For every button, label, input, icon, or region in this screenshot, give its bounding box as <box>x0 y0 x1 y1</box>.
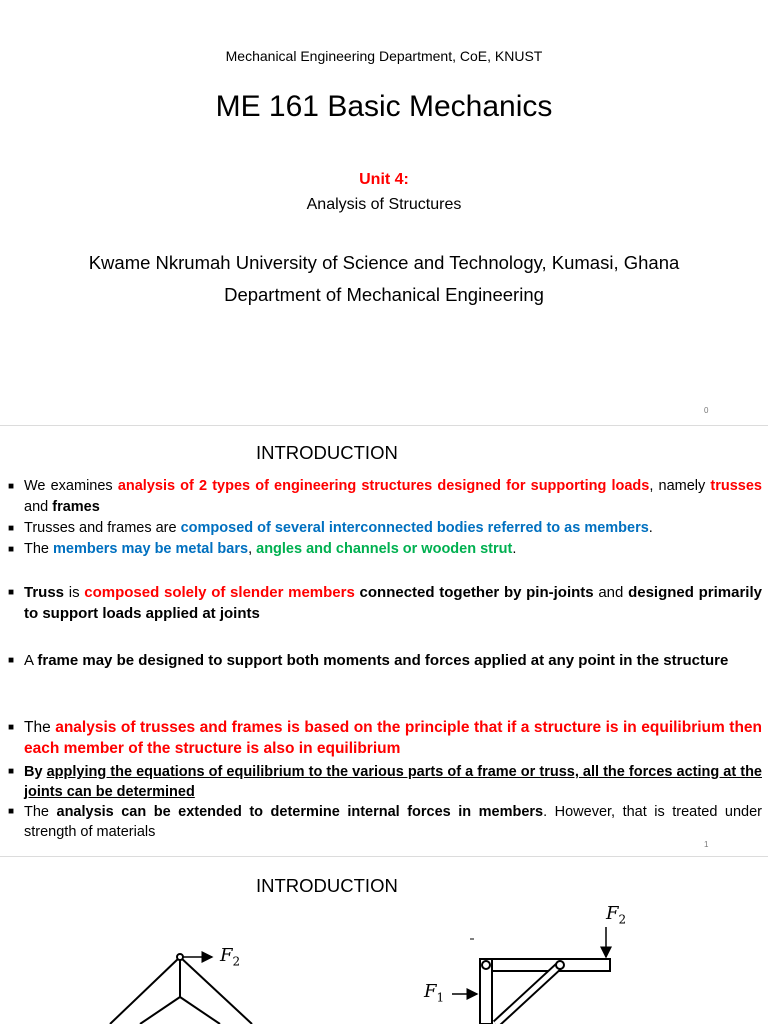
force-label-f2: $F_2$ <box>220 945 241 969</box>
bullet-icon: ■ <box>8 481 15 492</box>
bullet-icon: ■ <box>8 544 15 555</box>
force-label-f2: $F_2$ <box>606 903 627 927</box>
bullet-icon: ■ <box>8 523 15 534</box>
bullet-item: ■ Truss is composed solely of slender members connected together by pin-joints and designed primarily to support loads applied at joints <box>8 584 762 622</box>
bullet-icon: ■ <box>8 806 15 817</box>
bullet-item: ■ Trusses and frames are composed of several interconnected bodies referred to as members. <box>8 518 762 539</box>
title-slide <box>0 0 768 425</box>
department-header: Mechanical Engineering Department, CoE, KNUST <box>225 48 543 64</box>
bullet-list <box>8 476 762 560</box>
page-number: 0 <box>704 406 709 415</box>
bullet-list <box>8 717 762 759</box>
bullet-item: ■ The analysis of trusses and frames is based on the principle that if a structure is in equilibrium then each member of the structure is also in equilibrium <box>8 719 763 757</box>
truss-frame-figure <box>0 857 768 1024</box>
introduction-figure-slide <box>0 857 768 1024</box>
slide-heading: INTRODUCTION <box>256 875 398 896</box>
bullet-item: ■ We examines analysis of 2 types of engineering structures designed for supporting loads, namely trusses and frames <box>8 478 762 515</box>
bullet-item: ■ The members may be metal bars, angles and channels or wooden strut. <box>8 539 762 560</box>
course-title: ME 161 Basic Mechanics <box>215 90 553 123</box>
bullet-icon: ■ <box>8 766 15 777</box>
bullet-item: ■ The analysis can be extended to determine internal forces in members. However, that is treated under strength of materials <box>8 804 762 840</box>
force-label-f1: $F_1$ <box>424 981 445 1005</box>
bullet-list <box>8 582 762 624</box>
bullet-icon: ■ <box>8 587 15 598</box>
frame-diagram <box>470 939 610 1024</box>
department-name: Department of Mechanical Engineering <box>224 284 544 305</box>
unit-title: Analysis of Structures <box>306 196 462 213</box>
bullet-icon: ■ <box>8 655 15 666</box>
bullet-list <box>8 650 762 671</box>
university-name: Kwame Nkrumah University of Science and Technology, Kumasi, Ghana <box>88 252 680 273</box>
introduction-slide <box>0 426 768 856</box>
bullet-list <box>8 762 762 842</box>
unit-label: Unit 4: <box>359 171 409 188</box>
bullet-icon: ■ <box>8 722 15 733</box>
bullet-item: ■ A frame may be designed to support both moments and forces applied at any point in the structure <box>8 652 729 669</box>
page-number: 1 <box>704 840 709 849</box>
slide-heading: INTRODUCTION <box>256 442 398 463</box>
bullet-item: ■ By applying the equations of equilibrium to the various parts of a frame or truss, all the forces acting at the joints can be determined <box>8 764 762 800</box>
